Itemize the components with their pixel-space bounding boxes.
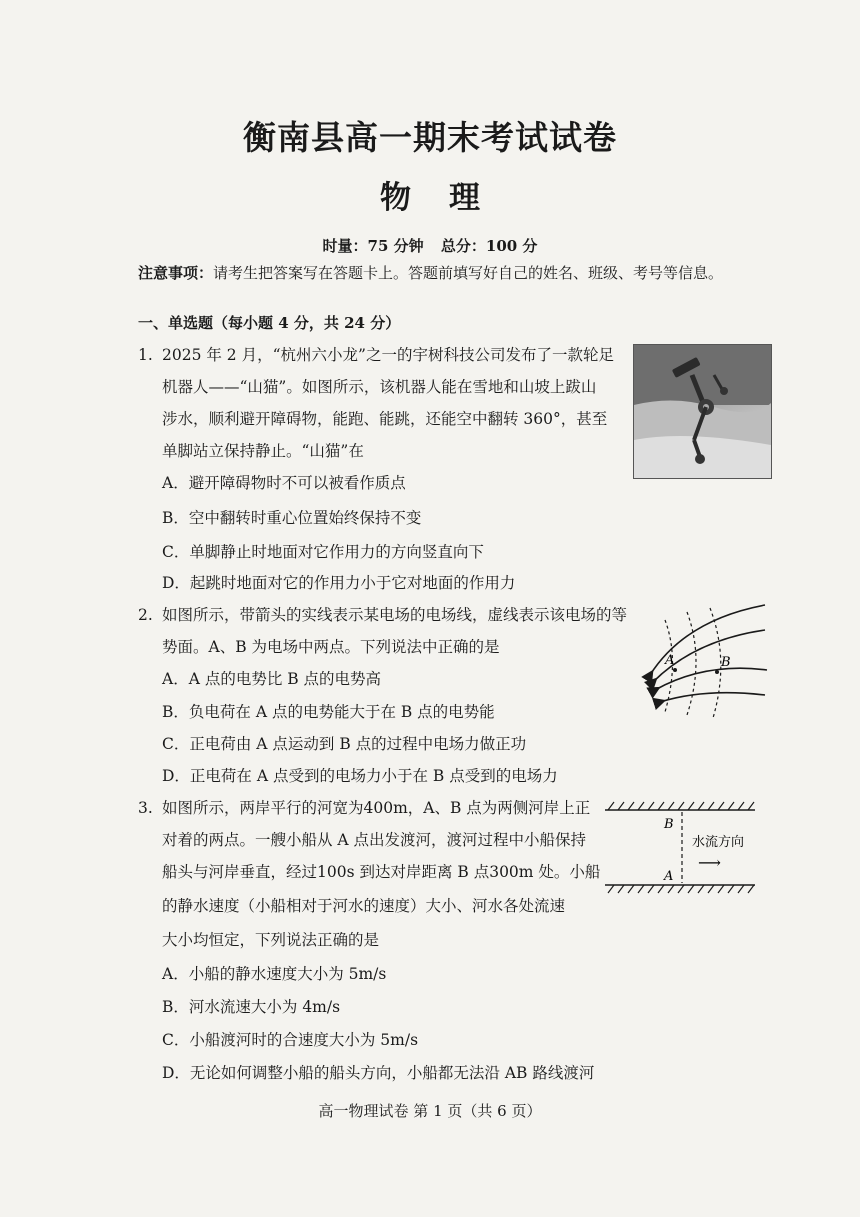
- question-1-line: 2025 年 2 月，“杭州六小龙”之一的宇树科技公司发布了一款轮足: [162, 346, 614, 364]
- river-point-a-label: A: [664, 869, 674, 884]
- exam-meta: [0, 235, 860, 256]
- river-diagram: [600, 798, 760, 898]
- question-3-line: 如图所示，两岸平行的河宽为400m，A、B 点为两侧河岸上正: [162, 799, 591, 817]
- question-1-line: 涉水，顺利避开障碍物，能跑、能跳，还能空中翻转 360°，甚至: [162, 410, 608, 428]
- page-footer: 高一物理试卷 第 1 页（共 6 页）: [318, 1102, 542, 1120]
- point-b-marker: [715, 670, 719, 674]
- equipotential-line: [687, 612, 696, 715]
- question-2-line: 如图所示，带箭头的实线表示某电场的电场线，虚线表示该电场的等: [162, 606, 628, 624]
- question-3-line: 船头与河岸垂直，经过100s 到达对岸距离 B 点300m 处。小船: [162, 863, 601, 881]
- question-2-option-d: D．正电荷在 A 点受到的电场力小于在 B 点受到的电场力: [162, 767, 558, 785]
- notice-text: 请考生把答案写在答题卡上。答题前填写好自己的姓名、班级、考号等信息。: [213, 264, 724, 282]
- question-1-option-c: C．单脚静止时地面对它作用力的方向竖直向下: [162, 543, 484, 561]
- question-1-number: 1.: [138, 346, 153, 364]
- robot-photo: [633, 344, 772, 479]
- field-line: [660, 693, 765, 702]
- question-2-number: 2.: [138, 606, 153, 624]
- flow-direction-label: 水流方向: [692, 835, 745, 850]
- section-title: 一、单选题（每小题 4 分，共 24 分）: [138, 314, 401, 332]
- flow-direction-arrow: ⟶: [698, 853, 721, 872]
- robot-illustration: [634, 345, 771, 478]
- question-3-option-d: D．无论如何调整小船的船头方向，小船都无法沿 AB 路线渡河: [162, 1064, 595, 1082]
- question-1-option-d: D．起跳时地面对它的作用力小于它对地面的作用力: [162, 574, 516, 592]
- equipotential-line: [710, 608, 721, 718]
- question-3-option-a: A．小船的静水速度大小为 5m/s: [162, 965, 387, 983]
- question-2-option-c: C．正电荷由 A 点运动到 B 点的过程中电场力做正功: [162, 735, 527, 753]
- question-2-line: 势面。A、B 为电场中两点。下列说法中正确的是: [162, 638, 500, 656]
- exam-score: 总分：100 分: [440, 237, 538, 255]
- question-1-option-b: B．空中翻转时重心位置始终保持不变: [162, 509, 422, 527]
- exam-time: 时量：75 分钟: [322, 237, 424, 255]
- question-1-line: 机器人——“山猫”。如图所示，该机器人能在雪地和山坡上跋山: [162, 378, 597, 396]
- question-3-line: 的静水速度（小船相对于河水的速度）大小、河水各处流速: [162, 897, 566, 915]
- point-a-marker: [673, 668, 677, 672]
- question-3-option-b: B．河水流速大小为 4m/s: [162, 998, 341, 1016]
- river-bank-bottom-hatch: [608, 885, 754, 893]
- exam-notice: [138, 262, 838, 283]
- question-2-option-b: B．负电荷在 A 点的电势能大于在 B 点的电势能: [162, 703, 495, 721]
- point-b-label: B: [721, 655, 731, 670]
- exam-subject: 物理: [380, 180, 518, 216]
- question-1-option-a: A．避开障碍物时不可以被看作质点: [162, 474, 406, 492]
- question-3-number: 3.: [138, 799, 153, 817]
- question-3-line: 对着的两点。一艘小船从 A 点出发渡河，渡河过程中小船保持: [162, 831, 587, 849]
- notice-label: 注意事项：: [138, 264, 214, 282]
- question-3-option-c: C．小船渡河时的合速度大小为 5m/s: [162, 1031, 419, 1049]
- river-point-b-label: B: [664, 817, 674, 832]
- question-1-line: 单脚站立保持静止。“山猫”在: [162, 442, 364, 460]
- exam-title: 衡南县高一期末考试试卷: [243, 118, 617, 157]
- question-3-line: 大小均恒定，下列说法正确的是: [162, 931, 380, 949]
- river-bank-top-hatch: [608, 802, 754, 810]
- question-2-option-a: A．A 点的电势比 B 点的电势高: [162, 670, 382, 688]
- electric-field-diagram: [625, 600, 770, 720]
- point-a-label: A: [665, 653, 675, 668]
